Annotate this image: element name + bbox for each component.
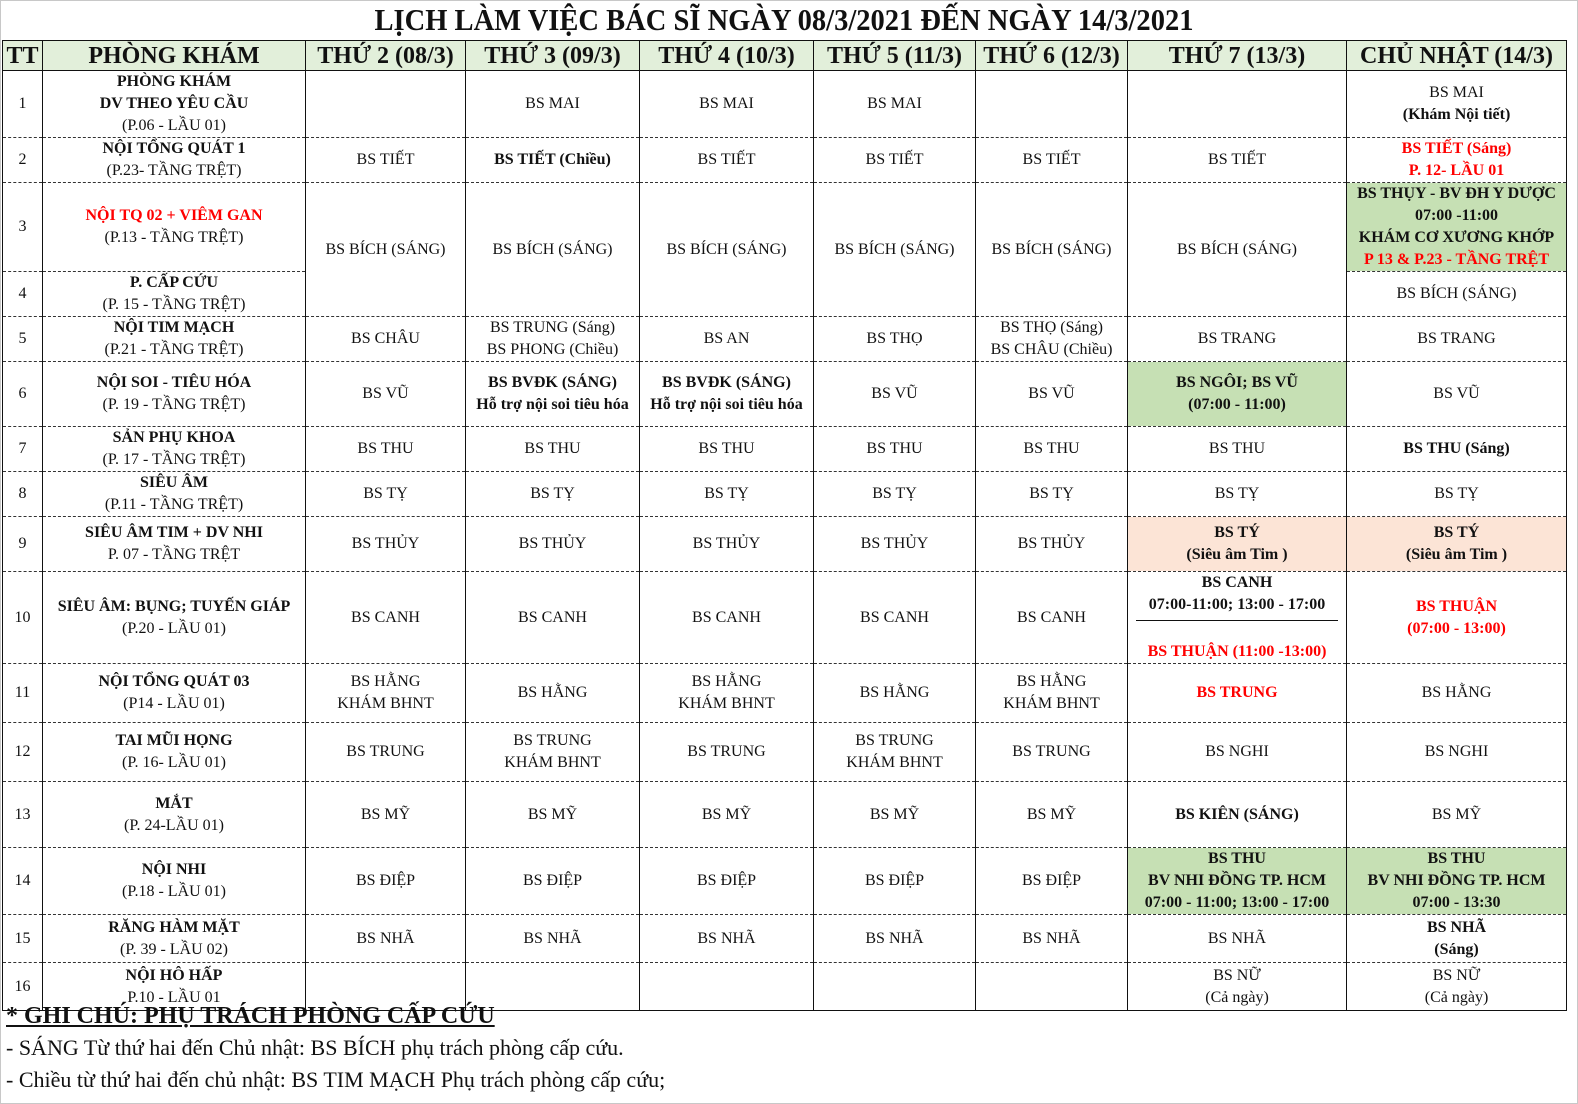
room-location: (P. 39 - LẦU 02) xyxy=(120,940,228,958)
row-number: 10 xyxy=(3,572,43,664)
col-header-fri: THỨ 6 (12/3) xyxy=(976,41,1128,71)
shift-cell-sun xyxy=(1347,848,1567,915)
shift-cell-tue xyxy=(466,723,640,782)
shift-cell-sat: BS KIÊN (SÁNG) xyxy=(1128,782,1347,848)
doctor-name: BS HẰNG xyxy=(691,673,762,690)
col-header-wed: THỨ 4 (10/3) xyxy=(640,41,814,71)
doctor-name: BS PHONG (Chiều) xyxy=(486,341,619,358)
room-cell xyxy=(43,272,306,317)
table-row xyxy=(3,517,1567,572)
shift-cell-wed xyxy=(640,963,814,1011)
shift-cell-thu xyxy=(814,723,976,782)
shift-cell-sun xyxy=(1347,517,1567,572)
shift-cell-wed xyxy=(640,664,814,723)
room-cell xyxy=(43,517,306,572)
shift-cell-wed: BS NHÃ xyxy=(640,915,814,963)
shift-cell-mon: BS ĐIỆP xyxy=(306,848,466,915)
shift-cell-sun: BS VŨ xyxy=(1347,362,1567,427)
doctor-name: BS CHÂU (Chiều) xyxy=(990,341,1113,358)
room-name: NỘI NHI xyxy=(141,861,207,878)
room-location: (P. 16- LẦU 01) xyxy=(122,754,226,771)
room-name: TAI MŨI HỌNG xyxy=(115,732,233,749)
note-line: - SÁNG Từ thứ hai đến Chủ nhật: BS BÍCH phụ trách phòng cấp cứu. xyxy=(6,1035,624,1060)
shift-cell-tue: BS MAI xyxy=(466,71,640,138)
shift-note: KHÁM BHNT xyxy=(846,754,943,771)
room-location: (P.20 - LẦU 01) xyxy=(122,619,226,637)
room-cell xyxy=(43,138,306,183)
room-location: (P. 15 - TẦNG TRỆT) xyxy=(102,296,246,313)
shift-cell-sun: BS TRANG xyxy=(1347,317,1567,362)
room-name: P. CẤP CỨU xyxy=(129,274,219,291)
shift-cell-mon: BS THU xyxy=(306,427,466,472)
shift-cell-tue: BS THU xyxy=(466,427,640,472)
notes-title: * GHI CHÚ: PHỤ TRÁCH PHÒNG CẤP CỨU xyxy=(6,1003,495,1029)
shift-cell-fri: BS NHÃ xyxy=(976,915,1128,963)
shift-cell-wed: BS BÍCH (SÁNG) xyxy=(640,183,814,317)
doctor-name: BS TÝ xyxy=(1433,524,1480,541)
room-location: (P.13 - TẦNG TRỆT) xyxy=(104,229,244,246)
col-header-tue: THỨ 3 (09/3) xyxy=(466,41,640,71)
shift-cell-mon: BS MỸ xyxy=(306,782,466,848)
shift-cell-sun xyxy=(1347,138,1567,183)
shift-cell-sat: BS BÍCH (SÁNG) xyxy=(1128,183,1347,317)
doctor-name: BS NHÃ xyxy=(1426,918,1487,936)
shift-cell-mon: BS BÍCH (SÁNG) xyxy=(306,183,466,317)
row-number: 12 xyxy=(3,723,43,782)
shift-cell-wed xyxy=(640,362,814,427)
shift-cell-tue xyxy=(466,362,640,427)
room-name: SIÊU ÂM TIM + DV NHI xyxy=(85,524,263,541)
shift-cell-mon: BS CANH xyxy=(306,572,466,664)
shift-cell-thu: BS VŨ xyxy=(814,362,976,427)
row-number: 7 xyxy=(3,427,43,472)
row-number: 9 xyxy=(3,517,43,572)
shift-cell-sun xyxy=(1347,915,1567,963)
table-row xyxy=(3,915,1567,963)
shift-cell-wed: BS ĐIỆP xyxy=(640,848,814,915)
note-line: - Chiều từ thứ hai đến chủ nhật: BS TIM MẠCH Phụ trách phòng cấp cứu; xyxy=(6,1067,666,1092)
shift-cell-thu: BS MỸ xyxy=(814,782,976,848)
doctor-name: BS TIẾT (Sáng) xyxy=(1401,140,1512,157)
shift-cell-thu: BS HẰNG xyxy=(814,664,976,723)
shift-cell-mon: BS CHÂU xyxy=(306,317,466,362)
row-number: 8 xyxy=(3,472,43,517)
shift-cell-fri: BS CANH xyxy=(976,572,1128,664)
room-location: (P.18 - LẦU 01) xyxy=(122,883,226,900)
shift-cell-tue: BS HẰNG xyxy=(466,664,640,723)
row-number: 5 xyxy=(3,317,43,362)
doctor-name: BS TÝ xyxy=(1214,524,1260,541)
shift-cell-fri xyxy=(976,664,1128,723)
shift-cell-thu: BS THỦY xyxy=(814,517,976,572)
room-cell xyxy=(43,71,306,138)
shift-cell-sun: BS HẰNG xyxy=(1347,664,1567,723)
shift-note: (Sáng) xyxy=(1434,940,1479,958)
shift-cell-mon: BS NHÃ xyxy=(306,915,466,963)
doctor-name: BS TRUNG (Sáng) xyxy=(489,319,616,336)
shift-time: (07:00 - 11:00) xyxy=(1188,396,1286,413)
room-cell xyxy=(43,723,306,782)
room-name: NỘI TQ 02 + VIÊM GAN xyxy=(85,207,263,224)
shift-cell-wed: BS TIẾT xyxy=(640,138,814,183)
table-row xyxy=(3,848,1567,915)
header-row xyxy=(3,41,1567,71)
room-cell xyxy=(43,664,306,723)
divider xyxy=(1136,620,1338,635)
shift-cell-thu: BS TỴ xyxy=(814,472,976,517)
shift-cell-sat xyxy=(1128,572,1347,664)
shift-cell-sun: BS TỴ xyxy=(1347,472,1567,517)
shift-cell-tue: BS TIẾT (Chiều) xyxy=(466,138,640,183)
shift-cell-sat: BS TRANG xyxy=(1128,317,1347,362)
shift-cell-sun: BS BÍCH (SÁNG) xyxy=(1347,272,1567,317)
shift-cell-wed: BS AN xyxy=(640,317,814,362)
table-row xyxy=(3,317,1567,362)
doctor-name: BS TRUNG xyxy=(513,732,592,749)
shift-note: Hỗ trợ nội soi tiêu hóa xyxy=(476,396,629,413)
shift-time: 07:00-11:00; 13:00 - 17:00 xyxy=(1148,596,1326,613)
col-header-tt: TT xyxy=(3,41,43,71)
shift-cell-fri xyxy=(976,71,1128,138)
table-row xyxy=(3,183,1567,272)
room-location: (P. 19 - TẦNG TRỆT) xyxy=(102,396,246,413)
shift-time: 07:00 - 11:00; 13:00 - 17:00 xyxy=(1144,894,1330,911)
shift-note: (Siêu âm Tim ) xyxy=(1186,546,1288,563)
row-number: 13 xyxy=(3,782,43,848)
shift-cell-mon xyxy=(306,71,466,138)
room-cell xyxy=(43,572,306,664)
shift-note: Hỗ trợ nội soi tiêu hóa xyxy=(650,396,803,413)
row-number: 4 xyxy=(3,272,43,317)
room-name: NỘI HÔ HẤP xyxy=(125,966,223,984)
table-row xyxy=(3,427,1567,472)
shift-note: (Cả ngày) xyxy=(1205,988,1269,1006)
row-number: 14 xyxy=(3,848,43,915)
shift-location: BV NHI ĐỒNG TP. HCM xyxy=(1148,872,1326,889)
shift-cell-sat: BS NGHI xyxy=(1128,723,1347,782)
shift-cell-tue: BS NHÃ xyxy=(466,915,640,963)
shift-cell-sat: BS TRUNG xyxy=(1128,664,1347,723)
shift-cell-mon: BS THỦY xyxy=(306,517,466,572)
room-name: PHÒNG KHÁM xyxy=(116,73,232,90)
shift-cell-thu xyxy=(814,963,976,1011)
room-name: NỘI SOI - TIÊU HÓA xyxy=(96,374,252,391)
table-row xyxy=(3,362,1567,427)
shift-cell-fri xyxy=(976,317,1128,362)
shift-cell-thu: BS CANH xyxy=(814,572,976,664)
shift-cell-fri: BS TIẾT xyxy=(976,138,1128,183)
shift-cell-tue: BS TỴ xyxy=(466,472,640,517)
room-cell xyxy=(43,427,306,472)
shift-cell-sun: BS THU (Sáng) xyxy=(1347,427,1567,472)
table-row xyxy=(3,782,1567,848)
room-name: NỘI TIM MẠCH xyxy=(113,319,235,336)
shift-cell-fri xyxy=(976,963,1128,1011)
shift-cell-fri: BS TRUNG xyxy=(976,723,1128,782)
shift-note: KHÁM BHNT xyxy=(504,754,601,771)
shift-time: (07:00 - 13:00) xyxy=(1407,619,1506,637)
shift-cell-sat xyxy=(1128,963,1347,1011)
page-title: LỊCH LÀM VIỆC BÁC SĨ NGÀY 08/3/2021 ĐẾN NGÀY 14/3/2021 xyxy=(374,2,1194,37)
shift-cell-sun xyxy=(1347,183,1567,272)
shift-cell-sat xyxy=(1128,362,1347,427)
shift-cell-tue: BS BÍCH (SÁNG) xyxy=(466,183,640,317)
shift-cell-mon: BS TRUNG xyxy=(306,723,466,782)
room-cell xyxy=(43,915,306,963)
shift-time: 07:00 -11:00 xyxy=(1414,207,1499,224)
shift-note: (Khám Nội tiết) xyxy=(1402,106,1511,123)
shift-cell-fri: BS THU xyxy=(976,427,1128,472)
doctor-name: BS CANH xyxy=(1201,574,1273,591)
shift-cell-sat: BS THU xyxy=(1128,427,1347,472)
room-name: SẢN PHỤ KHOA xyxy=(112,429,236,446)
shift-cell-sat xyxy=(1128,517,1347,572)
shift-cell-mon: BS TIẾT xyxy=(306,138,466,183)
row-number: 6 xyxy=(3,362,43,427)
shift-note: (Cả ngày) xyxy=(1424,988,1489,1006)
col-header-sat: THỨ 7 (13/3) xyxy=(1128,41,1347,71)
room-cell xyxy=(43,848,306,915)
table-row xyxy=(3,472,1567,517)
doctor-name: BS THUẬN xyxy=(1415,597,1498,615)
shift-note: KHÁM BHNT xyxy=(337,695,434,712)
doctor-name: BS HẰNG xyxy=(1016,673,1087,690)
room-location: (P.21 - TẦNG TRỆT) xyxy=(104,341,244,358)
shift-cell-fri: BS VŨ xyxy=(976,362,1128,427)
shift-cell-tue: BS MỸ xyxy=(466,782,640,848)
room-location: (P. 17 - TẦNG TRỆT) xyxy=(102,451,246,468)
shift-cell-tue: BS CANH xyxy=(466,572,640,664)
shift-cell-wed: BS TRUNG xyxy=(640,723,814,782)
schedule-table xyxy=(2,40,1567,1011)
room-name: SIÊU ÂM: BỤNG; TUYẾN GIÁP xyxy=(57,597,291,615)
shift-cell-tue xyxy=(466,317,640,362)
doctor-name: BS TRUNG xyxy=(855,732,934,749)
row-number: 2 xyxy=(3,138,43,183)
room-location: (P.06 - LẦU 01) xyxy=(122,117,226,134)
room-location: P.10 - LẦU 01 xyxy=(127,988,221,1006)
shift-cell-wed: BS MỸ xyxy=(640,782,814,848)
shift-cell-wed: BS THỦY xyxy=(640,517,814,572)
col-header-mon: THỨ 2 (08/3) xyxy=(306,41,466,71)
doctor-name: BS NỮ xyxy=(1432,966,1481,984)
row-number: 15 xyxy=(3,915,43,963)
shift-cell-mon: BS VŨ xyxy=(306,362,466,427)
room-cell xyxy=(43,183,306,272)
col-header-sun: CHỦ NHẬT (14/3) xyxy=(1347,41,1567,71)
shift-location: BV NHI ĐỒNG TP. HCM xyxy=(1367,872,1546,889)
shift-cell-sun xyxy=(1347,71,1567,138)
shift-location: P 13 & P.23 - TẦNG TRỆT xyxy=(1363,251,1550,268)
col-header-thu: THỨ 5 (11/3) xyxy=(814,41,976,71)
room-name: NỘI TỔNG QUÁT 1 xyxy=(102,140,246,157)
row-number: 11 xyxy=(3,664,43,723)
shift-cell-sat xyxy=(1128,71,1347,138)
room-name: DV THEO YÊU CẦU xyxy=(99,95,249,112)
shift-cell-sun xyxy=(1347,963,1567,1011)
shift-cell-mon xyxy=(306,664,466,723)
notes-section xyxy=(6,1000,665,1096)
doctor-name: BS BVĐK (SÁNG) xyxy=(488,374,617,391)
shift-cell-tue: BS THỦY xyxy=(466,517,640,572)
shift-cell-wed: BS MAI xyxy=(640,71,814,138)
shift-cell-sun: BS NGHI xyxy=(1347,723,1567,782)
room-name: NỘI TỔNG QUÁT 03 xyxy=(98,673,250,690)
table-row xyxy=(3,664,1567,723)
room-cell xyxy=(43,782,306,848)
shift-note: KHÁM BHNT xyxy=(678,695,775,712)
shift-cell-thu: BS NHÃ xyxy=(814,915,976,963)
shift-cell-thu: BS ĐIỆP xyxy=(814,848,976,915)
shift-cell-mon: BS TỴ xyxy=(306,472,466,517)
doctor-name: BS MAI xyxy=(1429,84,1484,101)
doctor-name: BS NỮ xyxy=(1213,966,1261,984)
shift-note: KHÁM BHNT xyxy=(1003,695,1100,712)
row-number: 1 xyxy=(3,71,43,138)
col-header-room: PHÒNG KHÁM xyxy=(43,41,306,71)
shift-cell-thu: BS THU xyxy=(814,427,976,472)
row-number: 16 xyxy=(3,963,43,1011)
doctor-name: BS THUẬN (11:00 -13:00) xyxy=(1147,643,1327,660)
row-number: 3 xyxy=(3,183,43,272)
shift-time: 07:00 - 13:30 xyxy=(1412,894,1501,911)
doctor-name: BS THỌ (Sáng) xyxy=(1000,319,1103,336)
shift-cell-sat xyxy=(1128,848,1347,915)
room-location: (P.23- TẦNG TRỆT) xyxy=(106,162,242,179)
shift-cell-sat: BS TỴ xyxy=(1128,472,1347,517)
room-location: (P.11 - TẦNG TRỆT) xyxy=(104,496,244,513)
table-row xyxy=(3,572,1567,664)
shift-cell-tue: BS ĐIỆP xyxy=(466,848,640,915)
shift-cell-sat: BS TIẾT xyxy=(1128,138,1347,183)
table-row xyxy=(3,723,1567,782)
room-name: MẮT xyxy=(155,794,193,812)
doctor-name: BS NGÔI; BS VŨ xyxy=(1176,374,1298,391)
table-row xyxy=(3,138,1567,183)
room-cell xyxy=(43,317,306,362)
shift-cell-wed: BS CANH xyxy=(640,572,814,664)
shift-cell-thu: BS MAI xyxy=(814,71,976,138)
room-name: RĂNG HÀM MẶT xyxy=(108,918,240,936)
room-location: (P. 24-LẦU 01) xyxy=(124,816,224,834)
shift-cell-thu: BS BÍCH (SÁNG) xyxy=(814,183,976,317)
table-row xyxy=(3,71,1567,138)
room-location: P. 07 - TẦNG TRỆT xyxy=(107,546,241,563)
doctor-name: BS THỤY - BV ĐH Y DƯỢC xyxy=(1357,185,1556,202)
shift-cell-fri: BS MỸ xyxy=(976,782,1128,848)
doctor-name: BS HẰNG xyxy=(350,673,421,690)
shift-cell-sat: BS NHÃ xyxy=(1128,915,1347,963)
shift-cell-fri: BS THỦY xyxy=(976,517,1128,572)
shift-cell-wed: BS TỴ xyxy=(640,472,814,517)
shift-cell-sun xyxy=(1347,572,1567,664)
shift-cell-thu: BS TIẾT xyxy=(814,138,976,183)
shift-cell-fri: BS TỴ xyxy=(976,472,1128,517)
shift-cell-sun: BS MỸ xyxy=(1347,782,1567,848)
shift-location: P. 12- LẦU 01 xyxy=(1408,162,1505,179)
shift-note: KHÁM CƠ XƯƠNG KHỚP xyxy=(1358,229,1555,246)
room-name: SIÊU ÂM xyxy=(139,474,208,491)
doctor-name: BS THU xyxy=(1427,850,1486,867)
shift-cell-fri: BS BÍCH (SÁNG) xyxy=(976,183,1128,317)
shift-cell-thu: BS THỌ xyxy=(814,317,976,362)
shift-cell-wed: BS THU xyxy=(640,427,814,472)
room-location: (P14 - LẦU 01) xyxy=(123,695,225,712)
room-cell xyxy=(43,472,306,517)
room-cell xyxy=(43,362,306,427)
shift-note: (Siêu âm Tim ) xyxy=(1405,546,1508,563)
doctor-name: BS THU xyxy=(1208,850,1266,867)
shift-cell-fri: BS ĐIỆP xyxy=(976,848,1128,915)
doctor-name: BS BVĐK (SÁNG) xyxy=(662,374,791,391)
